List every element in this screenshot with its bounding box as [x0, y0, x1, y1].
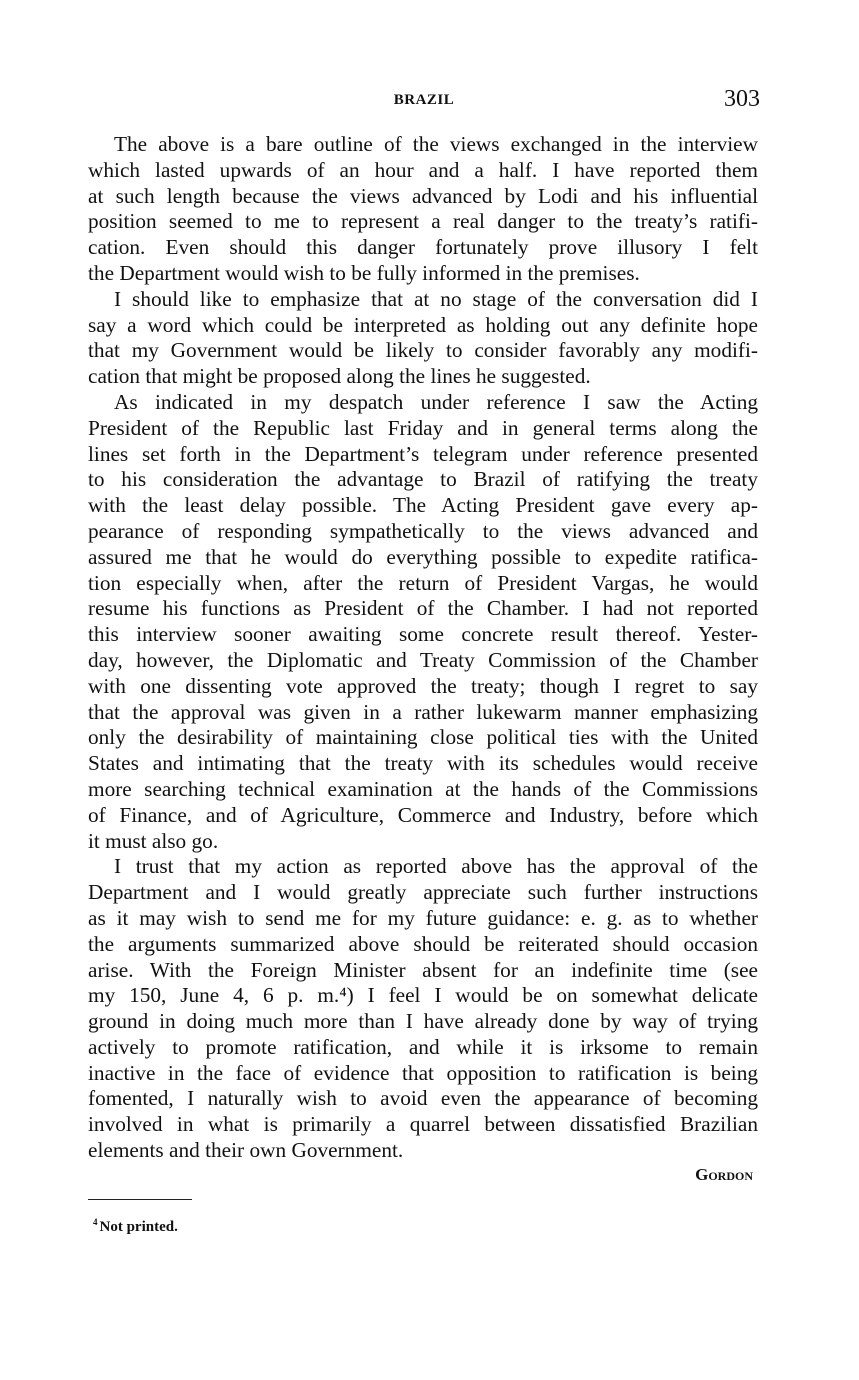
- footnote: [93, 1217, 178, 1236]
- footnote-marker: 4: [93, 1217, 98, 1227]
- text-line: As indicated in my despatch under reference I saw the Acting: [114, 389, 758, 414]
- text-line: elements and their own Government.: [88, 1138, 404, 1163]
- text-line: it must also go.: [88, 828, 219, 853]
- paragraph: [88, 132, 758, 287]
- body-text: [88, 132, 758, 1164]
- text-line: to his consideration the advantage to Brazil of ratifying the treaty: [88, 467, 758, 492]
- text-line: lines set forth in the Department’s telegram under reference presented: [88, 441, 758, 466]
- text-line: ground in doing much more than I have already done by way of trying: [88, 1009, 758, 1034]
- text-line: I should like to emphasize that at no stage of the conversation did I: [114, 286, 758, 311]
- text-line: fomented, I naturally wish to avoid even the appearance of becoming: [88, 1086, 758, 1111]
- text-line: with one dissenting vote approved the treaty; though I regret to say: [88, 673, 758, 698]
- text-line: that the approval was given in a rather lukewarm manner emphasizing: [88, 699, 758, 724]
- text-line: more searching technical examination at the hands of the Commissions: [88, 776, 758, 801]
- text-line: which lasted upwards of an hour and a half. I have reported them: [88, 157, 758, 182]
- text-line: pearance of responding sympathetically to the views advanced and: [88, 518, 758, 543]
- paragraph: [88, 287, 758, 390]
- text-line: the Department would wish to be fully informed in the premises.: [88, 260, 640, 285]
- text-line: Department and I would greatly appreciate such further instructions: [88, 880, 758, 905]
- text-line: my 150, June 4, 6 p. m.⁴) I feel I would be on somewhat delicate: [88, 983, 758, 1008]
- text-line: actively to promote ratification, and while it is irksome to remain: [88, 1034, 758, 1059]
- text-line: day, however, the Diplomatic and Treaty Commission of the Chamber: [88, 647, 758, 672]
- text-line: cation that might be proposed along the lines he suggested.: [88, 364, 591, 389]
- footnote-divider: [88, 1199, 192, 1200]
- text-line: President of the Republic last Friday and in general terms along the: [88, 415, 758, 440]
- footnote-text: Not printed.: [99, 1219, 178, 1235]
- text-line: only the desirability of maintaining close political ties with the United: [88, 725, 758, 750]
- signature: Gordon: [695, 1165, 753, 1184]
- paragraph: [88, 390, 758, 854]
- text-line: position seemed to me to represent a real danger to the treaty’s ratifi-: [88, 209, 758, 234]
- running-head-title: BRAZIL: [393, 92, 455, 108]
- page-number: 303: [724, 86, 760, 112]
- text-line: of Finance, and of Agriculture, Commerce and Industry, before which: [88, 802, 758, 827]
- text-line: involved in what is primarily a quarrel between dissatisfied Brazilian: [88, 1112, 758, 1137]
- text-line: with the least delay possible. The Acting President gave every ap-: [88, 493, 758, 518]
- text-line: the arguments summarized above should be reiterated should occasion: [88, 931, 758, 956]
- text-line: as it may wish to send me for my future guidance: e. g. as to whether: [88, 905, 758, 930]
- text-line: at such length because the views advanced by Lodi and his influential: [88, 183, 758, 208]
- running-head: [88, 86, 760, 116]
- text-line: resume his functions as President of the Chamber. I had not reported: [88, 596, 758, 621]
- text-line: I trust that my action as reported above has the approval of the: [114, 854, 758, 879]
- text-line: cation. Even should this danger fortunately prove illusory I felt: [88, 235, 758, 260]
- text-line: assured me that he would do everything possible to expedite ratifica-: [88, 544, 758, 569]
- text-line: tion especially when, after the return of President Vargas, he would: [88, 570, 758, 595]
- text-line: inactive in the face of evidence that opposition to ratification is being: [88, 1060, 758, 1085]
- text-line: say a word which could be interpreted as holding out any definite hope: [88, 312, 758, 337]
- text-line: The above is a bare outline of the views exchanged in the interview: [114, 132, 758, 156]
- text-line: that my Government would be likely to consider favorably any modifi-: [88, 338, 758, 363]
- text-line: arise. With the Foreign Minister absent for an indefinite time (see: [88, 957, 758, 982]
- text-line: States and intimating that the treaty with its schedules would receive: [88, 751, 758, 776]
- paragraph: [88, 854, 758, 1164]
- text-line: this interview sooner awaiting some concrete result thereof. Yester-: [88, 622, 758, 647]
